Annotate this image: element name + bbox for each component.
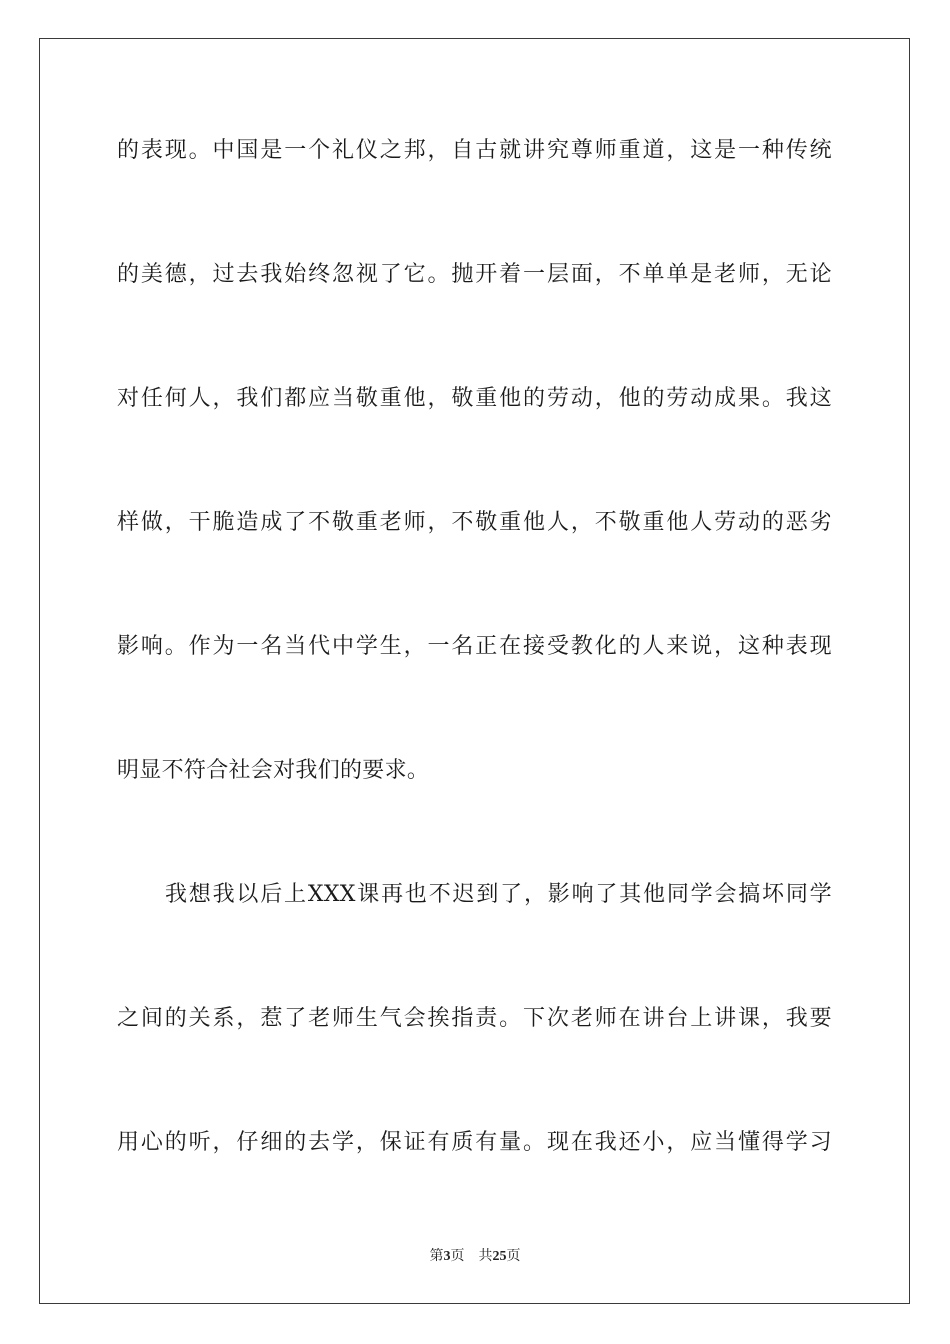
page-footer [0,1247,950,1266]
page-number: 3 [443,1249,451,1264]
body-text-line: 样做，干脆造成了不敬重老师，不敬重他人，不敬重他人劳动的恶劣 [117,510,832,535]
total-suffix: 页 [506,1248,521,1264]
body-text-line: 明显不符合社会对我们的要求。 [117,758,430,783]
page-border [39,38,910,1304]
page-prefix: 第 [429,1248,444,1264]
body-text-line: 我想我以后上XXX课再也不迟到了，影响了其他同学会搞坏同学 [165,882,832,907]
page-suffix: 页 [450,1248,465,1264]
total-pages: 25 [492,1249,507,1264]
body-text-line: 之间的关系，惹了老师生气会挨指责。下次老师在讲台上讲课，我要 [117,1006,832,1031]
body-text-line: 对任何人，我们都应当敬重他，敬重他的劳动，他的劳动成果。我这 [117,386,832,411]
body-text-line: 的美德，过去我始终忽视了它。抛开着一层面，不单单是老师，无论 [117,262,832,287]
total-prefix: 共 [478,1248,493,1264]
body-text-line: 的表现。中国是一个礼仪之邦，自古就讲究尊师重道，这是一种传统 [117,138,832,163]
body-text-line: 影响。作为一名当代中学生，一名正在接受教化的人来说，这种表现 [117,634,832,659]
body-text-line: 用心的听，仔细的去学，保证有质有量。现在我还小，应当懂得学习 [117,1130,832,1155]
